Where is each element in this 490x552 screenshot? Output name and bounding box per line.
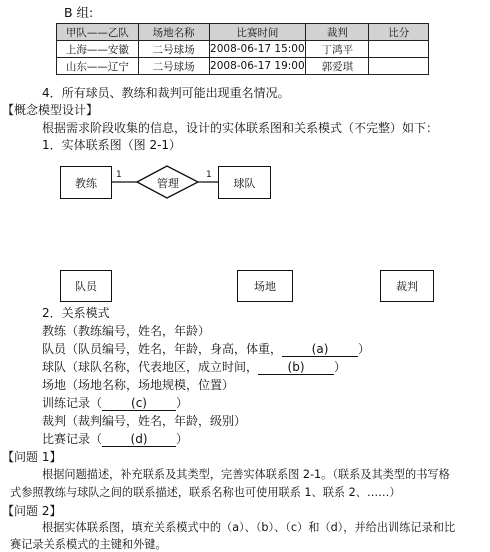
schema-team-close: ） <box>334 360 347 374</box>
header-cell: 甲队——乙队 <box>57 24 139 41</box>
blank-c: (c) <box>102 396 176 411</box>
table-cell: 上海——安徽 <box>57 41 139 58</box>
schema-training-close: ） <box>176 396 189 410</box>
entity-player: 队员 <box>60 270 112 302</box>
schema-team-text: 球队（球队名称，代表地区，成立时间， <box>42 360 259 374</box>
schema-coach: 教练（教练编号，姓名，年龄） <box>42 324 211 338</box>
cardinality-right: 1 <box>206 170 212 180</box>
header-cell: 比分 <box>369 24 429 41</box>
header-cell: 比赛时间 <box>209 24 306 41</box>
table-cell: 丁鸿平 <box>306 41 369 58</box>
table-cell: 2008-06-17 19:00 <box>209 58 306 75</box>
header-cell: 裁判 <box>306 24 369 41</box>
schema-training <box>42 394 188 411</box>
schema-title: 2．关系模式 <box>42 306 110 320</box>
blank-b: (b) <box>258 360 334 375</box>
schema-team <box>42 358 346 375</box>
blank-a: (a) <box>282 342 358 357</box>
entity-venue: 场地 <box>237 270 293 302</box>
question-1-line-1: 根据问题描述，补充联系及其类型，完善实体联系图 2-1。（联系及其类型的书写格 <box>42 468 450 481</box>
entity-referee: 裁判 <box>380 270 434 302</box>
question-2-line-2: 赛记录关系模式的主键和外键。 <box>10 538 167 551</box>
group-label: B 组: <box>64 5 94 20</box>
table-cell: 山东——辽宁 <box>57 58 139 75</box>
table-cell: 2008-06-17 15:00 <box>209 41 306 58</box>
schema-training-text: 训练记录（ <box>42 396 103 410</box>
schema-match-text: 比赛记录（ <box>42 432 103 446</box>
manage-label: 管理 <box>157 177 179 190</box>
item-4: 4．所有球员、教练和裁判可能出现重名情况。 <box>42 86 290 100</box>
question-2-line-1: 根据实体联系图，填充关系模式中的（a）、（b）、（c）和（d），并给出训练记录和比 <box>42 521 456 534</box>
concept-title: 【概念模型设计】 <box>2 103 99 117</box>
schema-referee: 裁判（裁判编号，姓名，年龄，级别） <box>42 414 247 428</box>
blank-d: (d) <box>102 432 176 447</box>
schema-venue: 场地（场地名称，场地规模，位置） <box>42 378 235 392</box>
schema-match-close: ） <box>176 432 189 446</box>
header-cell: 场地名称 <box>138 24 209 41</box>
table-cell: 二号球场 <box>138 58 209 75</box>
schema-player-text: 队员（队员编号，姓名，年龄，身高，体重， <box>42 342 283 356</box>
cardinality-left: 1 <box>116 170 122 180</box>
concept-intro: 根据需求阶段收集的信息，设计的实体联系图和关系模式（不完整）如下： <box>42 121 439 135</box>
question-1-title: 【问题 1】 <box>2 450 62 464</box>
schema-player <box>42 340 370 357</box>
question-1-line-2: 式参照教练与球队之间的联系描述，联系名称也可使用联系 1、联系 2、……） <box>10 486 401 499</box>
table-cell: 郭爱琪 <box>306 58 369 75</box>
question-2-title: 【问题 2】 <box>2 504 62 518</box>
er-title: 1．实体联系图（图 2-1） <box>42 138 182 152</box>
schema-match <box>42 430 188 447</box>
table-cell: 二号球场 <box>138 41 209 58</box>
schema-player-close: ） <box>358 342 371 356</box>
entity-coach: 教练 <box>60 166 112 199</box>
entity-team: 球队 <box>218 166 271 199</box>
